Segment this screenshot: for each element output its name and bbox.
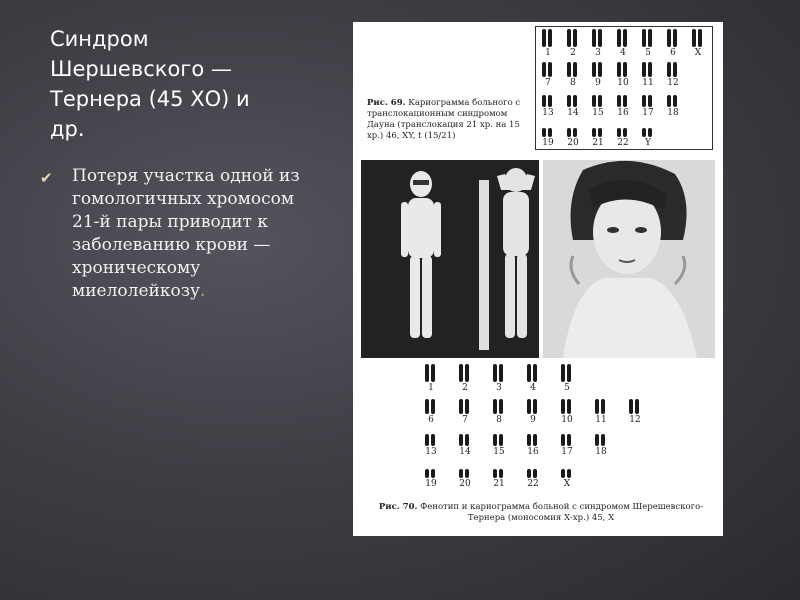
chromosome xyxy=(642,62,646,77)
chromosome xyxy=(648,128,652,137)
chromosome xyxy=(595,399,599,414)
chromosome-label: 14 xyxy=(567,108,579,118)
chromosome xyxy=(542,62,546,77)
chromosome-label: 22 xyxy=(527,479,539,489)
chromosome xyxy=(533,469,537,478)
chromosome xyxy=(635,399,639,414)
chromosome xyxy=(548,62,552,77)
chromosome xyxy=(431,364,435,382)
chromosome xyxy=(567,399,571,414)
chromosome xyxy=(542,128,546,137)
chromosome xyxy=(548,128,552,137)
chromosome-label: 17 xyxy=(642,108,654,118)
chromosome-label: 5 xyxy=(645,48,651,58)
chromosome xyxy=(465,399,469,414)
chromosome-label: 9 xyxy=(530,415,536,425)
chromosome xyxy=(499,469,503,478)
chromosome xyxy=(567,434,571,446)
karyogram-fig69 xyxy=(535,26,713,150)
chromosome xyxy=(493,399,497,414)
chromosome xyxy=(425,364,429,382)
fig70-caption: Рис. 70. Фенотип и кариограмма больной с синдромом Шерешевского-Тернера (моносомия Х-хр.) 45, Х xyxy=(378,502,704,523)
chromosome-label: 5 xyxy=(564,383,570,393)
chromosome xyxy=(542,29,546,47)
chromosome xyxy=(598,95,602,107)
chromosome-label: 13 xyxy=(542,108,554,118)
chromosome-label: 19 xyxy=(425,479,437,489)
chromosome xyxy=(425,469,429,478)
chromosome xyxy=(527,434,531,446)
chromosome xyxy=(698,29,702,47)
chromosome-label: 1 xyxy=(545,48,551,58)
chromosome-label: 13 xyxy=(425,447,437,457)
bullet-text: Потеря участка одной из гомологичных хромосом 21-й пары приводит к заболеванию крови — хроническому миелолейкозу. xyxy=(72,166,300,301)
chromosome xyxy=(431,399,435,414)
chromosome xyxy=(623,62,627,77)
chromosome xyxy=(642,128,646,137)
chromosome-label: 19 xyxy=(542,138,554,148)
chromosome xyxy=(533,434,537,446)
chromosome xyxy=(673,29,677,47)
chromosome-label: 8 xyxy=(496,415,502,425)
chromosome-label: 17 xyxy=(561,447,573,457)
chromosome-label: 10 xyxy=(617,78,629,88)
chromosome xyxy=(499,364,503,382)
chromosome-label: 10 xyxy=(561,415,573,425)
chromosome-label: 11 xyxy=(595,415,607,425)
chromosome xyxy=(692,29,696,47)
chromosome xyxy=(499,434,503,446)
chromosome xyxy=(648,62,652,77)
chromosome xyxy=(431,469,435,478)
chromosome xyxy=(642,95,646,107)
chromosome xyxy=(592,95,596,107)
chromosome xyxy=(567,29,571,47)
chromosome xyxy=(642,29,646,47)
chromosome xyxy=(573,95,577,107)
chromosome xyxy=(499,399,503,414)
chromosome xyxy=(533,364,537,382)
chromosome xyxy=(567,62,571,77)
chromosome-label: 3 xyxy=(496,383,502,393)
chromosome xyxy=(573,62,577,77)
chromosome xyxy=(493,469,497,478)
chromosome xyxy=(493,434,497,446)
chromosome xyxy=(567,128,571,137)
chromosome xyxy=(459,434,463,446)
chromosome xyxy=(567,364,571,382)
chromosome-label: 12 xyxy=(629,415,641,425)
phenotype-photo-face xyxy=(543,160,715,358)
chromosome xyxy=(667,95,671,107)
chromosome-label: 16 xyxy=(617,108,629,118)
phenotype-photo-body xyxy=(361,160,539,358)
chromosome-label: 18 xyxy=(667,108,679,118)
chromosome-label: 12 xyxy=(667,78,679,88)
chromosome xyxy=(425,399,429,414)
chromosome-label: 20 xyxy=(459,479,471,489)
chromosome xyxy=(533,399,537,414)
chromosome-label: 3 xyxy=(595,48,601,58)
chromosome xyxy=(548,29,552,47)
chromosome-label: 21 xyxy=(592,138,604,148)
chromosome-label: 15 xyxy=(493,447,505,457)
chromosome-label: 14 xyxy=(459,447,471,457)
chromosome xyxy=(561,469,565,478)
chromosome xyxy=(567,95,571,107)
chromosome xyxy=(598,29,602,47)
chromosome xyxy=(623,95,627,107)
chromosome-label: 2 xyxy=(570,48,576,58)
chromosome xyxy=(561,434,565,446)
chromosome xyxy=(598,62,602,77)
chromosome xyxy=(667,62,671,77)
chromosome xyxy=(465,364,469,382)
checkmark-icon: ✔ xyxy=(40,169,53,187)
chromosome xyxy=(623,128,627,137)
chromosome xyxy=(425,434,429,446)
chromosome xyxy=(465,469,469,478)
chromosome xyxy=(542,95,546,107)
chromosome-label: Y xyxy=(645,138,651,148)
fig69-caption: Рис. 69. Кариограмма больного с транслокационным синдромом Дауна (транслокация 21 хр. на 15 хр.) 46, XY, t (15/21) xyxy=(367,98,521,141)
chromosome xyxy=(617,128,621,137)
chromosome xyxy=(459,399,463,414)
chromosome xyxy=(459,364,463,382)
chromosome-label: 7 xyxy=(462,415,468,425)
chromosome xyxy=(592,128,596,137)
chromosome xyxy=(561,399,565,414)
chromosome xyxy=(567,469,571,478)
chromosome xyxy=(648,95,652,107)
chromosome xyxy=(648,29,652,47)
chromosome xyxy=(431,434,435,446)
chromosome xyxy=(601,399,605,414)
chromosome-label: 21 xyxy=(493,479,505,489)
chromosome xyxy=(667,29,671,47)
chromosome xyxy=(561,364,565,382)
chromosome xyxy=(598,128,602,137)
chromosome-label: 18 xyxy=(595,447,607,457)
chromosome xyxy=(595,434,599,446)
chromosome-label: 22 xyxy=(617,138,629,148)
karyogram-fig70 xyxy=(419,362,659,490)
slide-title: Синдром Шершевского — Тернера (45 ХО) и др. xyxy=(50,27,250,141)
chromosome-label: X xyxy=(694,48,702,58)
textbook-page-image xyxy=(353,22,723,536)
chromosome-label: 2 xyxy=(462,383,468,393)
chromosome-label: 15 xyxy=(592,108,604,118)
chromosome xyxy=(623,29,627,47)
chromosome xyxy=(573,128,577,137)
chromosome xyxy=(527,469,531,478)
chromosome xyxy=(673,62,677,77)
chromosome xyxy=(592,62,596,77)
chromosome-label: 16 xyxy=(527,447,539,457)
chromosome xyxy=(617,29,621,47)
chromosome-label: 9 xyxy=(595,78,601,88)
chromosome-label: 11 xyxy=(642,78,654,88)
chromosome-label: X xyxy=(563,479,571,489)
chromosome-label: 7 xyxy=(545,78,551,88)
chromosome xyxy=(629,399,633,414)
chromosome xyxy=(617,62,621,77)
chromosome-label: 6 xyxy=(428,415,434,425)
chromosome xyxy=(601,434,605,446)
chromosome-label: 1 xyxy=(428,383,434,393)
chromosome-label: 20 xyxy=(567,138,579,148)
chromosome xyxy=(459,469,463,478)
chromosome xyxy=(592,29,596,47)
chromosome-label: 4 xyxy=(530,383,536,393)
chromosome-label: 6 xyxy=(670,48,676,58)
chromosome xyxy=(573,29,577,47)
chromosome xyxy=(493,364,497,382)
chromosome xyxy=(617,95,621,107)
chromosome xyxy=(527,364,531,382)
chromosome xyxy=(548,95,552,107)
chromosome xyxy=(673,95,677,107)
chromosome-label: 4 xyxy=(620,48,626,58)
chromosome xyxy=(527,399,531,414)
bullet-item xyxy=(40,165,320,303)
chromosome-label: 8 xyxy=(570,78,576,88)
chromosome xyxy=(465,434,469,446)
